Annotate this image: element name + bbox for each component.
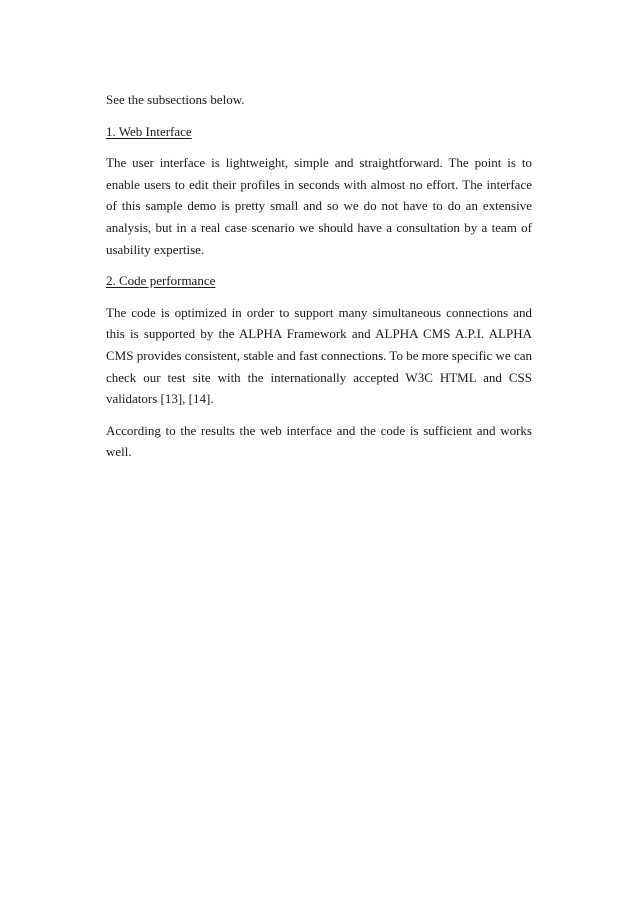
conclusion-paragraph: According to the results the web interface and the code is sufficient and works well. [106, 422, 532, 460]
intro-paragraph: See the subsections below. [106, 92, 245, 107]
section-paragraph-web-interface: The user interface is lightweight, simple and straightforward. The point is to enable users to edit their profiles in seconds with almost no effort. The interface of this sample demo is pretty small and so we do not have to do an extensive analysis, but in a real case scenario we should have a consultation by a team of usability expertise. [106, 155, 532, 257]
document-body [106, 89, 532, 473]
section-heading-web-interface: 1. Web Interface [106, 123, 192, 139]
section-paragraph-code-performance: The code is optimized in order to support many simultaneous connections and this is supported by the ALPHA Framework and ALPHA CMS A.P.I. ALPHA CMS provides consistent, stable and fast connections. To be more specific we can check our test site with the internationally accepted W3C HTML and CSS validators [13], [14]. [106, 304, 532, 407]
section-heading-code-performance: 2. Code performance [106, 273, 216, 289]
